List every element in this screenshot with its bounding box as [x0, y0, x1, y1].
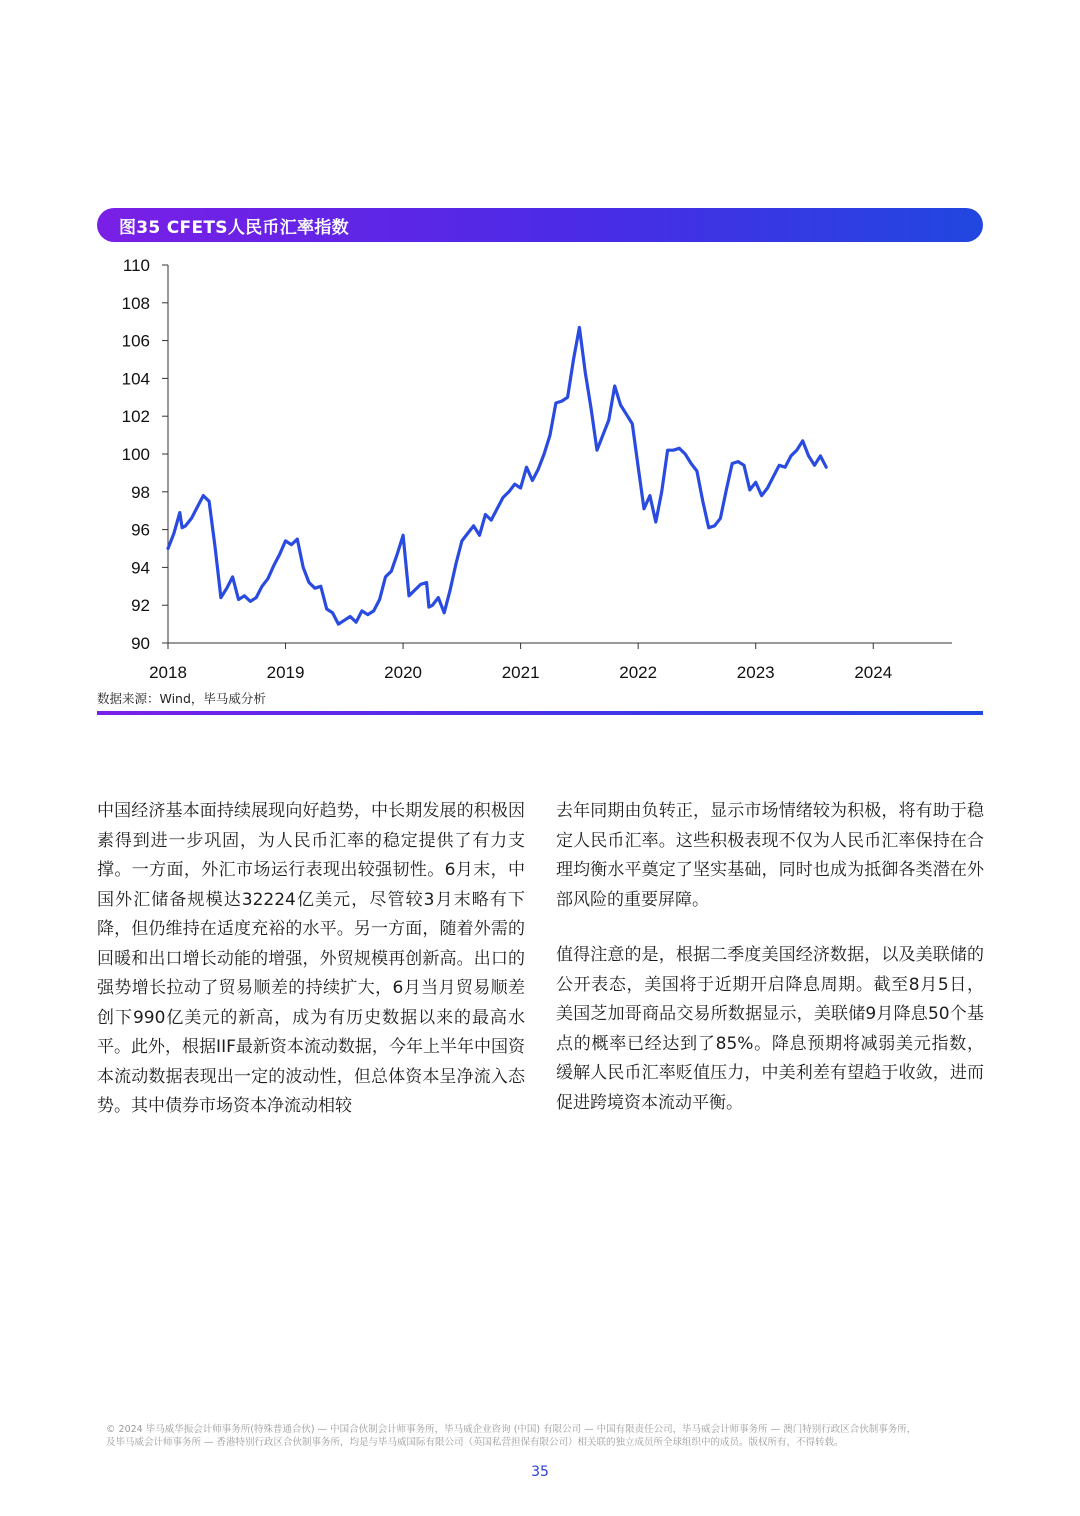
x-tick-label: 2019 — [266, 663, 305, 682]
x-tick-label: 2022 — [619, 663, 658, 682]
y-tick-label: 104 — [121, 369, 150, 389]
series-line — [168, 327, 826, 624]
x-axis — [149, 643, 952, 682]
y-tick-label: 110 — [122, 256, 150, 275]
x-tick-label: 2020 — [384, 663, 422, 682]
x-tick-label: 2024 — [854, 663, 893, 682]
x-tick-label: 2023 — [736, 663, 775, 682]
y-tick-label: 96 — [131, 520, 150, 540]
y-tick-label: 90 — [131, 634, 150, 653]
y-tick-label: 108 — [121, 293, 150, 313]
figure-title: 图35 CFETS人民币汇率指数 — [119, 217, 349, 238]
body-paragraph: 值得注意的是，根据二季度美国经济数据，以及美联储的公开表态，美国将于近期开启降息周期。截至8月5日，美国芝加哥商品交易所数据显示，美联储9月降息50个基点的概率已经达到了85%。降息预期将减弱美元指数，缓解人民币汇率贬值压力，中美利差有望趋于收敛，进而促进跨境资本流动平衡。 — [556, 945, 984, 1113]
series-group — [168, 327, 826, 624]
body-column-left — [97, 797, 525, 1148]
figure-title-banner — [97, 208, 983, 242]
data-source-note: 数据来源：Wind，毕马威分析 — [97, 691, 266, 706]
body-column-right — [556, 797, 984, 1144]
page-number: 35 — [531, 1464, 549, 1480]
x-tick-label: 2021 — [501, 663, 540, 682]
y-tick-label: 98 — [131, 482, 150, 502]
copyright-footer — [106, 1423, 986, 1449]
copyright-line: 及毕马威会计师事务所 — 香港特别行政区合伙制事务所，均是与毕马威国际有限公司（英国私营担保有限公司）相关联的独立成员所全球组织中的成员。版权所有，不得转载。 — [106, 1437, 844, 1448]
body-paragraph: 中国经济基本面持续展现向好趋势，中长期发展的积极因素得到进一步巩固，为人民币汇率的稳定提供了有力支撑。一方面，外汇市场运行表现出较强韧性。6月末，中国外汇储备规模达32224亿美元，尽管较3月末略有下降，但仍维持在适度充裕的水平。另一方面，随着外需的回暖和出口增长动能的增强，外贸规模再创新高。出口的强势增长拉动了贸易顺差的持续扩大，6月当月贸易顺差创下990亿美元的新高，成为有历史数据以来的最高水平。此外，根据IIF最新资本流动数据，今年上半年中国资本流动数据表现出一定的波动性，但总体资本呈净流入态势。其中债券市场资本净流动相较 — [97, 801, 525, 1116]
y-tick-label: 100 — [121, 445, 150, 464]
y-tick-label: 106 — [121, 331, 150, 351]
y-tick-label: 102 — [121, 407, 150, 427]
body-paragraph: 去年同期由负转正，显示市场情绪较为积极，将有助于稳定人民币汇率。这些积极表现不仅为人民币汇率保持在合理均衡水平奠定了坚实基础，同时也成为抵御各类潜在外部风险的重要屏障。 — [556, 801, 984, 910]
y-tick-label: 92 — [131, 596, 150, 616]
cfets-line-chart — [95, 250, 975, 690]
copyright-line: © 2024 毕马威华振会计师事务所(特殊普通合伙) — 中国合伙制会计师事务所，毕马威企业咨询 (中国) 有限公司 — 中国有限责任公司，毕马威会计师事务所 — 澳门特别行政区合伙制事务所， — [106, 1424, 917, 1435]
x-tick-label: 2018 — [149, 663, 187, 682]
figure-bottom-rule — [97, 711, 983, 715]
y-axis — [122, 256, 168, 653]
y-tick-label: 94 — [131, 558, 150, 578]
